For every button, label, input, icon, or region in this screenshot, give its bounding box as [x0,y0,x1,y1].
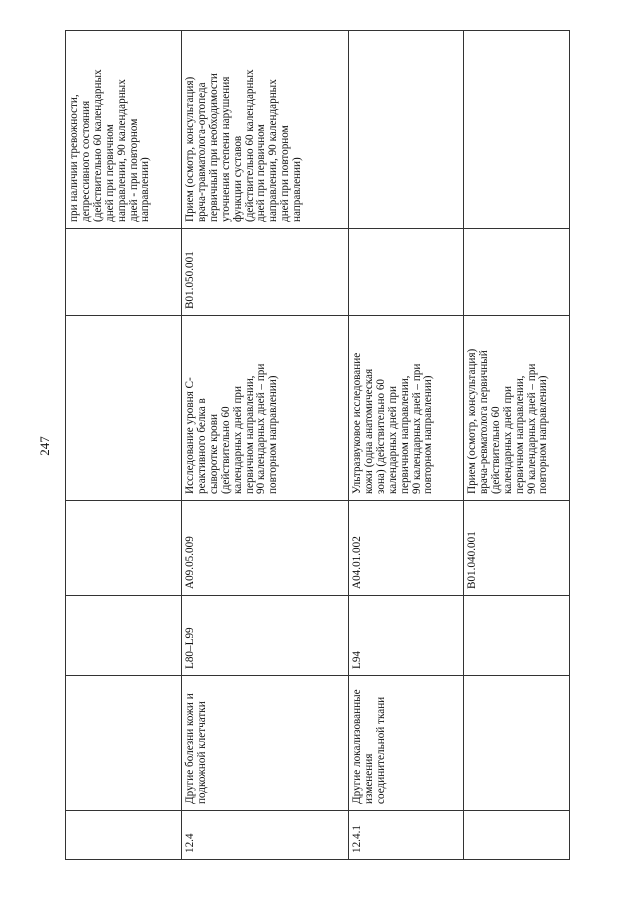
disease-text: Другие болезни кожи и подкожной клетчатки [184,693,208,804]
icd-text: L94 [351,650,363,669]
row-12-4-1-service1 [349,316,463,500]
row-12-4-1-number [349,811,463,859]
code-text: A09.05.009 [184,536,196,589]
page-number: 247 [37,436,52,456]
row-12-4-service2 [182,31,348,228]
row-12-4-icd [182,596,348,675]
row-12-4-1-disease [349,676,463,810]
disease-text: Другие локализованные изменения соединительной ткани [351,689,387,804]
row-12-4-code1 [182,501,348,595]
service-text: Исследование уровня С- реактивного белка в сыворотке крови (действительно 60 календарных дней при первичном направлении, 90 календарных дней – при повторном направлении) [184,363,280,494]
icd-text: L80–L99 [184,627,196,669]
row-cont-code1 [464,501,569,595]
service-text: Ультразвуковое исследование кожи (одна анатомическая зона) (действительно 60 календарных дней при первичном направлении, 90 календарных дней – при повторном направлении) [351,352,435,494]
row-number: 12.4 [184,833,196,853]
row-12-4-number [182,811,348,859]
code-text: B01.040.001 [466,531,478,589]
row-12-4-1-code1 [349,501,463,595]
service-text: Прием (осмотр, консультация) врача-ревматолога первичный (действительно 60 календарных дней при первичном направлении, 90 календарных дней – при повторном направлении) [466,348,550,494]
code-text: B01.050.001 [184,251,196,309]
row-12-4-disease [182,676,348,810]
row-12-4-1-icd [349,596,463,675]
row-cont-service1 [464,316,569,500]
continued-description-cell [66,31,181,228]
service-text: Прием (осмотр, консультация) врача-травматолога-ортопеда первичный при необходимости уточнения степени нарушения функции суставов (действительно 60 календарных дней при первичном направлении, 90 календарных дней при повторном направлении) [184,69,304,222]
row-12-4-service1 [182,316,348,500]
services-table [65,30,570,860]
row-12-4-code2 [182,229,348,315]
row-number: 12.4.1 [351,825,363,853]
continued-description: при наличии тревожности, депрессивного состояния (действительно 60 календарных дней при первичном направлении, 90 календарных дней - при повторном направлении) [68,69,152,222]
code-text: A04.01.002 [351,536,363,589]
